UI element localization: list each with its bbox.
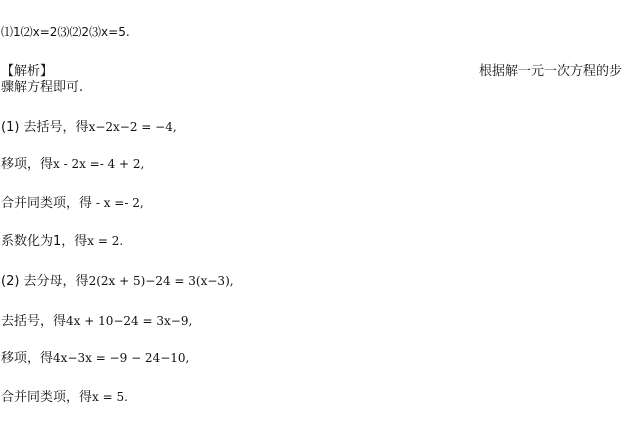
solution-step xyxy=(1,389,128,406)
step-expression: 4x + 10−24 = 3x−9, xyxy=(66,314,193,328)
solution-step xyxy=(1,119,177,136)
step-label: (1) 去括号，得 xyxy=(1,120,89,135)
step-expression: - x =- 2, xyxy=(92,196,144,210)
step-label: 合并同类项，得 xyxy=(1,196,93,211)
solution-step xyxy=(1,273,234,290)
solution-step xyxy=(1,313,192,330)
step-expression: x = 2. xyxy=(87,234,124,248)
step-expression: x−2x−2 = −4, xyxy=(88,120,177,134)
analysis-text-continued: 骤解方程即可. xyxy=(1,80,84,95)
step-label: 移项，得 xyxy=(1,157,54,172)
step-expression: x - 2x =- 4 + 2, xyxy=(53,157,145,171)
step-expression: 2(2x + 5)−24 = 3(x−3), xyxy=(88,274,234,288)
step-expression: 4x−3x = −9 − 24−10, xyxy=(53,351,190,365)
step-label: 系数化为1，得 xyxy=(1,234,88,249)
analysis-text-right: 根据解一元一次方程的步 xyxy=(478,64,622,79)
step-label: (2) 去分母，得 xyxy=(1,274,89,289)
answer-line: ⑴1⑵x=2⑶⑵2⑶x=5. xyxy=(1,25,130,39)
step-label: 合并同类项，得 xyxy=(1,390,93,405)
step-label: 移项，得 xyxy=(1,351,54,366)
step-label: 去括号，得 xyxy=(1,314,67,329)
solution-step xyxy=(1,350,189,367)
step-expression: x = 5. xyxy=(92,390,128,404)
solution-step xyxy=(1,156,144,173)
analysis-heading: 【解析】 xyxy=(1,64,54,79)
solution-step xyxy=(1,195,144,212)
solution-step xyxy=(1,233,123,250)
